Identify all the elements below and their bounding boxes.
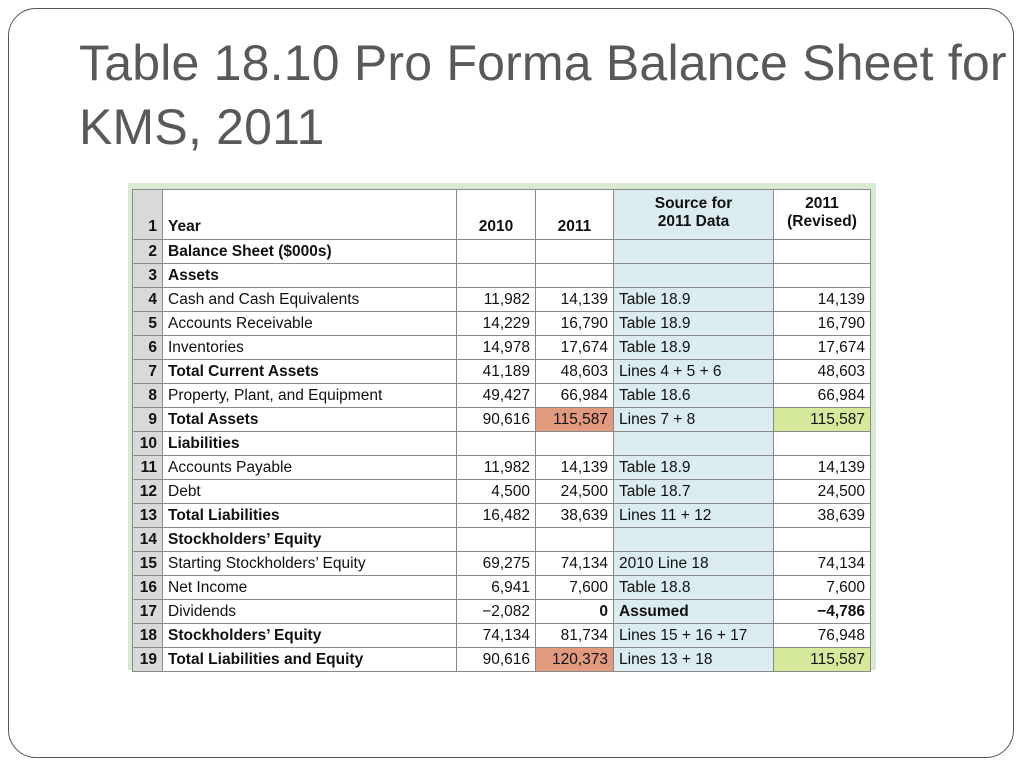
row-number: 2 (133, 240, 163, 264)
cell-2011: 115,587 (536, 408, 614, 432)
cell-2010: 6,941 (457, 576, 536, 600)
table-row (133, 648, 871, 672)
cell-source: Table 18.9 (614, 456, 774, 480)
row-number: 13 (133, 504, 163, 528)
header-2010: 2010 (457, 190, 536, 240)
row-label: Balance Sheet ($000s) (163, 240, 457, 264)
cell-2011: 16,790 (536, 312, 614, 336)
row-label: Starting Stockholders’ Equity (163, 552, 457, 576)
table-row (133, 408, 871, 432)
row-number: 10 (133, 432, 163, 456)
cell-2011: 81,734 (536, 624, 614, 648)
cell-source: Lines 15 + 16 + 17 (614, 624, 774, 648)
cell-source: Lines 4 + 5 + 6 (614, 360, 774, 384)
header-revised (774, 190, 871, 240)
cell-revised (774, 528, 871, 552)
header-year-label: Year (163, 190, 457, 240)
row-number: 1 (133, 190, 163, 240)
cell-revised: 17,674 (774, 336, 871, 360)
cell-source: Table 18.9 (614, 288, 774, 312)
row-label: Dividends (163, 600, 457, 624)
slide-frame (8, 8, 1014, 758)
table-row (133, 384, 871, 408)
row-label: Cash and Cash Equivalents (163, 288, 457, 312)
row-label: Net Income (163, 576, 457, 600)
table-header-row (133, 190, 871, 240)
row-number: 11 (133, 456, 163, 480)
cell-source: Assumed (614, 600, 774, 624)
row-label: Total Liabilities and Equity (163, 648, 457, 672)
cell-revised: 48,603 (774, 360, 871, 384)
cell-2010: 74,134 (457, 624, 536, 648)
row-number: 3 (133, 264, 163, 288)
balance-sheet-table-frame (128, 183, 876, 670)
cell-source (614, 264, 774, 288)
header-revised-line2: (Revised) (787, 213, 857, 230)
cell-2010: 90,616 (457, 408, 536, 432)
cell-revised (774, 264, 871, 288)
cell-2011: 120,373 (536, 648, 614, 672)
cell-2010: 49,427 (457, 384, 536, 408)
cell-source: Lines 13 + 18 (614, 648, 774, 672)
row-label: Debt (163, 480, 457, 504)
cell-2011 (536, 240, 614, 264)
cell-2010: 4,500 (457, 480, 536, 504)
balance-sheet-table (132, 189, 871, 672)
slide-title: Table 18.10 Pro Forma Balance Sheet for KMS, 2011 (79, 35, 1007, 155)
cell-revised: 14,139 (774, 456, 871, 480)
cell-source: Lines 11 + 12 (614, 504, 774, 528)
cell-revised (774, 240, 871, 264)
cell-source: Table 18.8 (614, 576, 774, 600)
row-label: Total Assets (163, 408, 457, 432)
cell-2010 (457, 240, 536, 264)
table-row (133, 264, 871, 288)
cell-2011: 7,600 (536, 576, 614, 600)
cell-revised: 66,984 (774, 384, 871, 408)
header-source (614, 190, 774, 240)
table-row (133, 600, 871, 624)
cell-revised: 16,790 (774, 312, 871, 336)
cell-revised: 24,500 (774, 480, 871, 504)
table-row (133, 432, 871, 456)
cell-source: Lines 7 + 8 (614, 408, 774, 432)
row-number: 17 (133, 600, 163, 624)
header-source-line1: Source for (654, 195, 733, 212)
header-2011: 2011 (536, 190, 614, 240)
cell-source: Table 18.9 (614, 312, 774, 336)
table-row (133, 480, 871, 504)
cell-2010: 11,982 (457, 456, 536, 480)
row-label: Accounts Payable (163, 456, 457, 480)
cell-source (614, 432, 774, 456)
cell-source (614, 240, 774, 264)
cell-revised: 74,134 (774, 552, 871, 576)
table-row (133, 552, 871, 576)
row-label: Stockholders’ Equity (163, 624, 457, 648)
header-revised-line1: 2011 (805, 195, 839, 212)
cell-2011 (536, 264, 614, 288)
table-row (133, 288, 871, 312)
row-label: Total Liabilities (163, 504, 457, 528)
table-row (133, 240, 871, 264)
table-row (133, 624, 871, 648)
row-number: 6 (133, 336, 163, 360)
cell-revised: 115,587 (774, 408, 871, 432)
cell-2011: 66,984 (536, 384, 614, 408)
cell-2011 (536, 528, 614, 552)
table-row (133, 456, 871, 480)
row-label: Liabilities (163, 432, 457, 456)
row-number: 16 (133, 576, 163, 600)
cell-revised: 7,600 (774, 576, 871, 600)
row-number: 8 (133, 384, 163, 408)
table-row (133, 576, 871, 600)
cell-revised: 76,948 (774, 624, 871, 648)
cell-2010: 41,189 (457, 360, 536, 384)
cell-2011: 24,500 (536, 480, 614, 504)
row-number: 7 (133, 360, 163, 384)
cell-revised: 115,587 (774, 648, 871, 672)
row-label: Inventories (163, 336, 457, 360)
table-row (133, 336, 871, 360)
row-label: Accounts Receivable (163, 312, 457, 336)
row-number: 14 (133, 528, 163, 552)
row-number: 19 (133, 648, 163, 672)
cell-2011: 0 (536, 600, 614, 624)
cell-2011: 48,603 (536, 360, 614, 384)
cell-2011: 74,134 (536, 552, 614, 576)
cell-2010: −2,082 (457, 600, 536, 624)
cell-2010: 16,482 (457, 504, 536, 528)
row-number: 4 (133, 288, 163, 312)
table-row (133, 312, 871, 336)
cell-source: Table 18.6 (614, 384, 774, 408)
cell-2010 (457, 528, 536, 552)
cell-2011: 14,139 (536, 456, 614, 480)
cell-2011: 38,639 (536, 504, 614, 528)
cell-2010 (457, 264, 536, 288)
cell-2010: 90,616 (457, 648, 536, 672)
row-label: Property, Plant, and Equipment (163, 384, 457, 408)
cell-revised (774, 432, 871, 456)
cell-source: 2010 Line 18 (614, 552, 774, 576)
row-number: 15 (133, 552, 163, 576)
table-row (133, 360, 871, 384)
cell-revised: 14,139 (774, 288, 871, 312)
row-number: 18 (133, 624, 163, 648)
table-row (133, 504, 871, 528)
cell-2010: 14,229 (457, 312, 536, 336)
cell-2010: 69,275 (457, 552, 536, 576)
row-number: 12 (133, 480, 163, 504)
cell-source: Table 18.9 (614, 336, 774, 360)
cell-2010: 14,978 (457, 336, 536, 360)
row-number: 9 (133, 408, 163, 432)
cell-revised: −4,786 (774, 600, 871, 624)
cell-source: Table 18.7 (614, 480, 774, 504)
row-label: Total Current Assets (163, 360, 457, 384)
cell-revised: 38,639 (774, 504, 871, 528)
cell-2011 (536, 432, 614, 456)
cell-2011: 17,674 (536, 336, 614, 360)
row-label: Stockholders’ Equity (163, 528, 457, 552)
cell-source (614, 528, 774, 552)
header-source-line2: 2011 Data (657, 213, 730, 230)
cell-2010: 11,982 (457, 288, 536, 312)
cell-2011: 14,139 (536, 288, 614, 312)
row-label: Assets (163, 264, 457, 288)
cell-2010 (457, 432, 536, 456)
table-row (133, 528, 871, 552)
row-number: 5 (133, 312, 163, 336)
